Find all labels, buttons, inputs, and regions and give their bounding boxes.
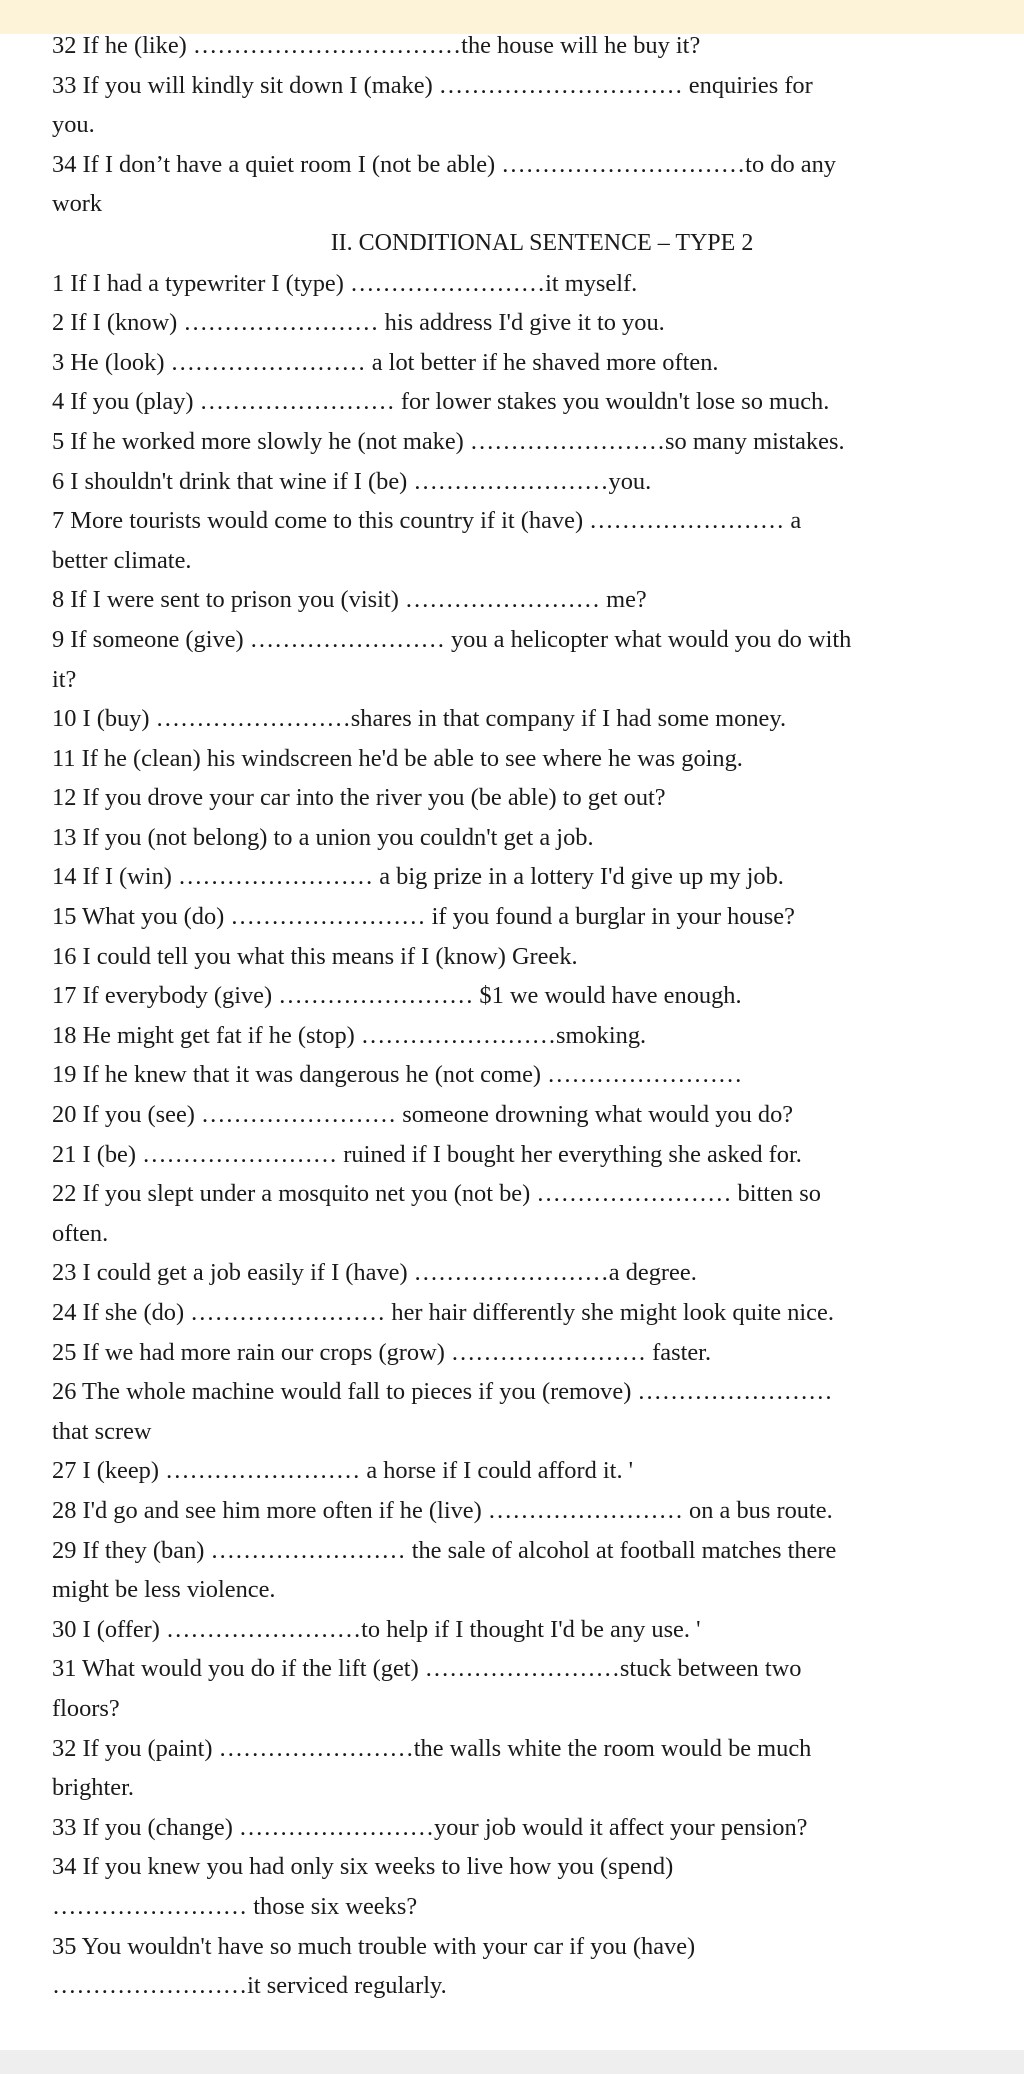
line: 18 He might get fat if he (stop) ……………………smoking.	[52, 1021, 647, 1049]
line: 27 I (keep) …………………… a horse if I could afford it. '	[52, 1457, 634, 1485]
line: 8 If I were sent to prison you (visit) …………………… me?	[52, 586, 647, 614]
line: 25 If we had more rain our crops (grow) …………………… faster.	[52, 1338, 712, 1366]
line: …………………… those six weeks?	[52, 1892, 418, 1920]
line: 20 If you (see) …………………… someone drowning what would you do?	[52, 1101, 794, 1129]
line: better climate.	[52, 546, 192, 574]
section-heading: II. CONDITIONAL SENTENCE – TYPE 2	[330, 229, 754, 256]
line: you.	[52, 111, 95, 139]
line: 33 If you (change) ……………………your job would it affect your pension?	[52, 1813, 808, 1841]
line: 34 If I don’t have a quiet room I (not be able) …………………………to do any	[52, 150, 836, 178]
worksheet	[52, 26, 982, 2006]
line: 13 If you (not belong) to a union you couldn't get a job.	[52, 823, 594, 851]
line: 24 If she (do) …………………… her hair differently she might look quite nice.	[52, 1299, 834, 1326]
line: 12 If you drove your car into the river you (be able) to get out?	[52, 784, 666, 812]
line: 1 If I had a typewriter I (type) ……………………it myself.	[52, 269, 638, 297]
line: 31 What would you do if the lift (get) ……………………stuck between two	[52, 1655, 802, 1683]
line: 9 If someone (give) …………………… you a helicopter what would you do with	[52, 625, 852, 653]
line: might be less violence.	[52, 1576, 276, 1604]
line: it?	[52, 665, 77, 693]
line: 11 If he (clean) his windscreen he'd be able to see where he was going.	[52, 744, 743, 772]
line: 5 If he worked more slowly he (not make) ……………………so many mistakes.	[52, 427, 845, 455]
line: often.	[52, 1219, 109, 1247]
line: 32 If you (paint) ……………………the walls white the room would be much	[52, 1734, 812, 1762]
line: 30 I (offer) ……………………to help if I thought I'd be any use. '	[52, 1615, 701, 1643]
line: 4 If you (play) …………………… for lower stakes you wouldn't lose so much.	[52, 388, 830, 416]
line: 35 You wouldn't have so much trouble with your car if you (have)	[52, 1932, 696, 1960]
line: 22 If you slept under a mosquito net you (not be) …………………… bitten so	[52, 1180, 821, 1208]
line: 21 I (be) …………………… ruined if I bought her everything she asked for.	[52, 1140, 802, 1168]
line: 34 If you knew you had only six weeks to live how you (spend)	[52, 1853, 674, 1881]
line: brighter.	[52, 1774, 134, 1802]
line: 6 I shouldn't drink that wine if I (be) ……………………you.	[52, 467, 652, 495]
line: 16 I could tell you what this means if I (know) Greek.	[52, 942, 578, 970]
line: 28 I'd go and see him more often if he (live) …………………… on a bus route.	[52, 1496, 833, 1524]
line: 14 If I (win) …………………… a big prize in a lottery I'd give up my job.	[52, 863, 784, 891]
line: 17 If everybody (give) …………………… $1 we would have enough.	[52, 982, 742, 1010]
line: 15 What you (do) …………………… if you found a burglar in your house?	[52, 903, 795, 931]
line: floors?	[52, 1694, 120, 1722]
line: 10 I (buy) ……………………shares in that company if I had some money.	[52, 705, 787, 733]
line: ……………………it serviced regularly.	[52, 1972, 447, 2000]
line: 29 If they (ban) …………………… the sale of alcohol at football matches there	[52, 1536, 837, 1564]
line: 26 The whole machine would fall to pieces if you (remove) ……………………	[52, 1378, 833, 1406]
line: 7 More tourists would come to this country if it (have) …………………… a	[52, 507, 802, 535]
line: 2 If I (know) …………………… his address I'd give it to you.	[52, 309, 665, 337]
line: 33 If you will kindly sit down I (make) ………………………… enquiries for	[52, 71, 813, 99]
line: 32 If he (like) ……………………………the house will he buy it?	[52, 32, 701, 59]
line: that screw	[52, 1417, 152, 1445]
line: 19 If he knew that it was dangerous he (not come) ……………………	[52, 1061, 743, 1089]
bottom-band	[0, 2050, 1024, 2074]
line: 23 I could get a job easily if I (have) ……………………a degree.	[52, 1259, 697, 1287]
line: work	[52, 190, 103, 218]
line: 3 He (look) …………………… a lot better if he shaved more often.	[52, 348, 719, 376]
